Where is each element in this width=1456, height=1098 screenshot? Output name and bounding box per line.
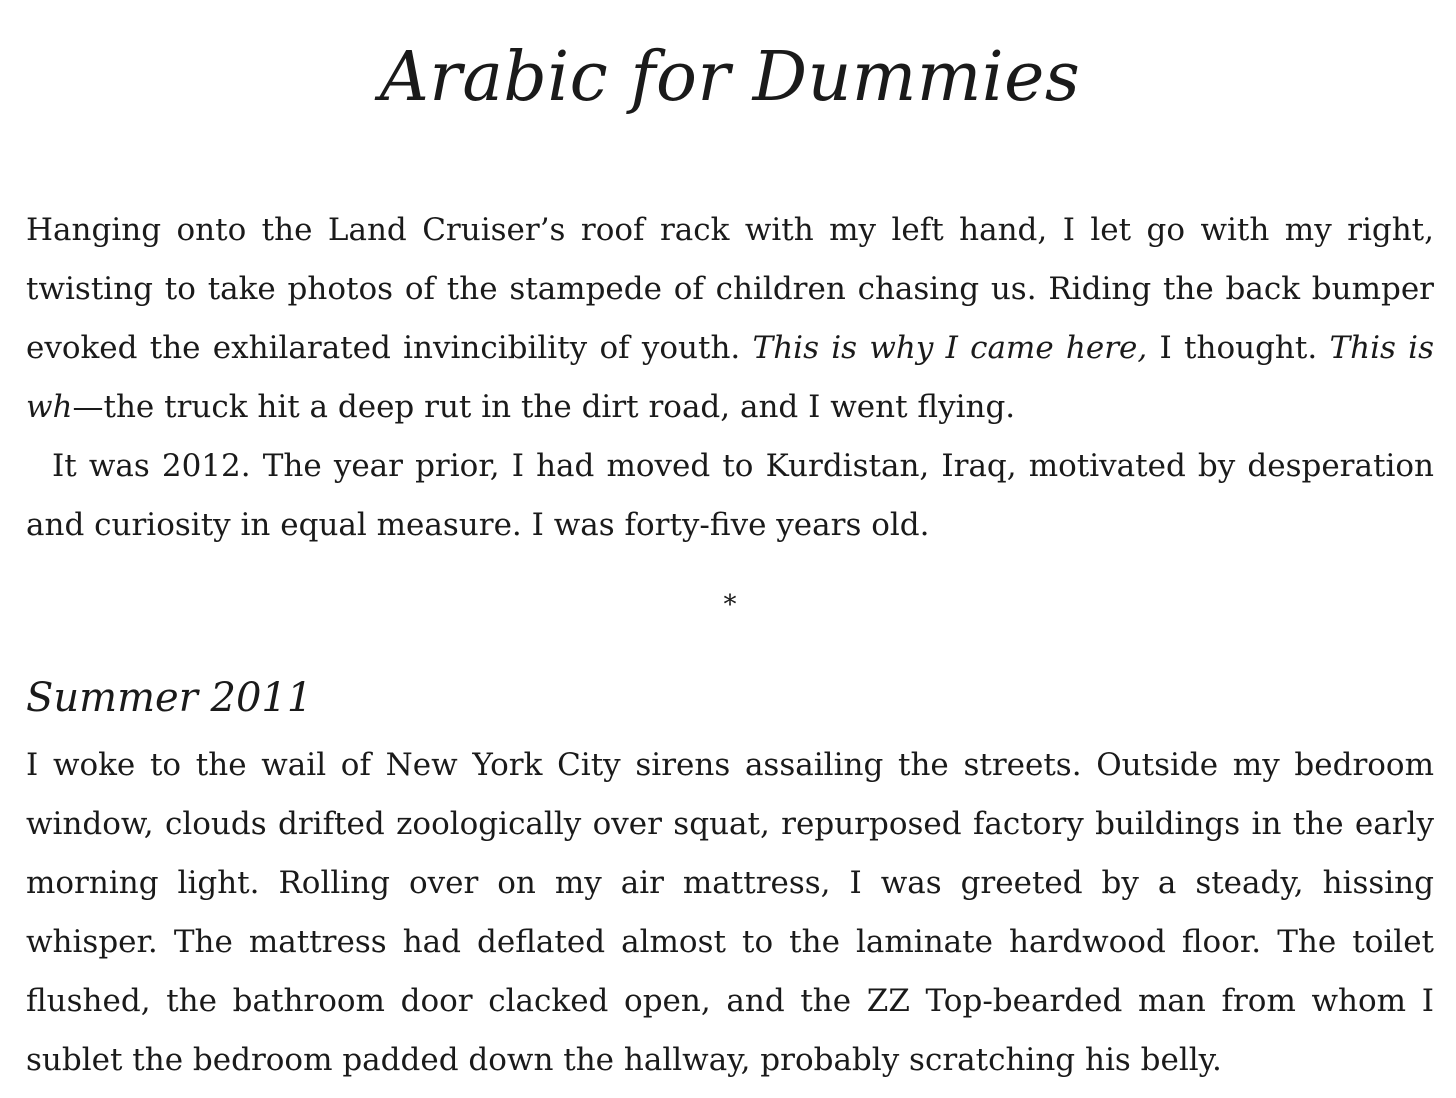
- paragraph-2: It was 2012. The year prior, I had moved to Kurdistan, Iraq, motivated by desperation and curiosity in equal measure. I was forty-five years old.: [26, 448, 1434, 543]
- paragraph-1-italic-a: This is why I came here,: [752, 330, 1148, 366]
- paragraph-3: I woke to the wail of New York City sirens assailing the streets. Outside my bedroom window, clouds drifted zoologically over squat, repurposed factory buildings in the early morning light. Rolling over on my air mattress, I was greeted by a steady, hissing whisper. The mattress had deflated almost to the laminate hardwood floor. The toilet flushed, the bathroom door clacked open, and the ZZ Top-bearded man from whom I sublet the bedroom padded down the hallway, probably scratching his belly.: [26, 747, 1434, 1078]
- section-separator: *: [723, 590, 737, 620]
- paragraph-1-text-a: Hanging onto the Land Cruiser’s roof rack with my left hand, I let go with my right, twisting to take photos of the stampede of children chasing us. Riding the back bumper evoked the exhilarated invincibility of youth.: [26, 212, 1434, 366]
- chapter-title: Arabic for Dummies: [379, 38, 1081, 117]
- section-subheading: Summer 2011: [26, 675, 313, 721]
- paragraph-1: [26, 201, 1434, 437]
- opening-section: [26, 201, 1434, 555]
- book-page: [26, 0, 1434, 1078]
- paragraph-1-italic-b: This is wh: [26, 330, 1434, 425]
- paragraph-1-text-b: I thought.: [1147, 330, 1330, 366]
- paragraph-1-text-c: —the truck hit a deep rut in the dirt road, and I went flying.: [72, 389, 1016, 425]
- summer-section: [26, 736, 1434, 1090]
